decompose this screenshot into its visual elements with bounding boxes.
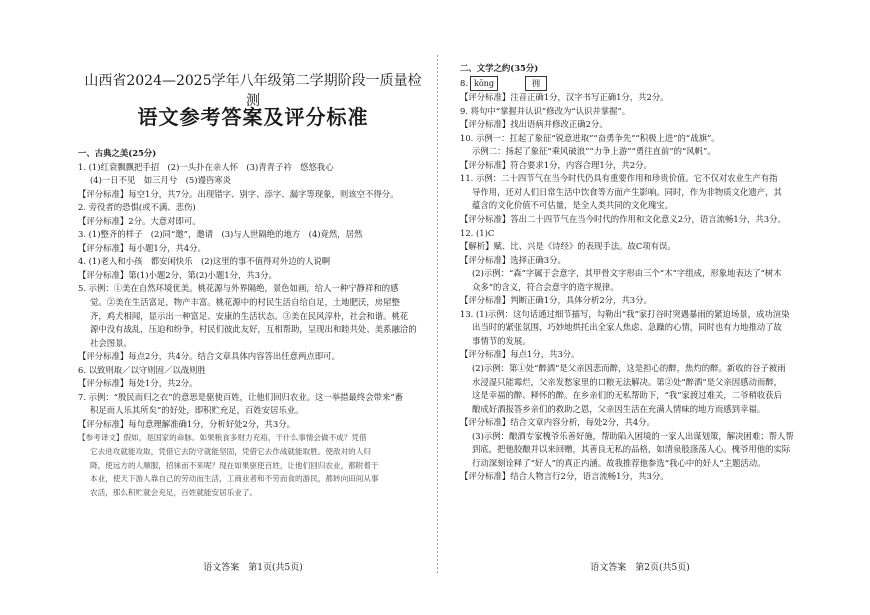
answer-line: 酿成好酒报答乡亲们的救助之恩，父亲因生活在充满人情味的地方而感到幸福。 [472, 403, 766, 414]
answer-line: 【解析】赋、比、兴是《诗经》的表现手法。故C项有误。 [460, 241, 676, 252]
answer-line: 12. (1)C [460, 227, 495, 238]
answer-line: (2)示例：第①处“醉酒”是父亲因悲而醉，这是担心的醉，焦灼的醉。新收的谷子被雨 [472, 363, 786, 374]
character-answer-box: 拥 [525, 76, 547, 92]
answer-line: 本业，使天下游人靠自己的劳动而生活，工商业者和不劳而食的游民，都转向田间从事 [90, 474, 379, 484]
answer-line: 源中没有战乱，压迫和纷争，村民们彼此友好，互相帮助，呈现出和睦共处、美系融洽的 [90, 324, 417, 335]
answer-line: 10. 示例一：扛起了象征“锐意进取”“奋勇争先”“积极上进”的“战旗”。 [460, 132, 720, 143]
answer-line: 蕴含的文化价值不可估量，是全人类共同的文化瑰宝。 [472, 200, 673, 211]
answer-line: 社会图景。 [90, 337, 132, 348]
answer-line: 【评分标准】第(1)小题2分，第(2)小题1分，共3分。 [78, 269, 277, 280]
answer-line: 导作用，还对人们日常生活中饮食等方面产生影响。同时，作为非物质文化遗产，其 [472, 186, 782, 197]
answer-line: 6. 以致则取／以守则固／以战则胜 [78, 364, 206, 375]
answer-line: 出当时的紧张氛围，巧妙地烘托出全家人焦虑、急躁的心情，同时也有力地推动了故 [472, 322, 782, 333]
answer-line: 这是幸福的醉、释怀的醉。在乡亲们的无私帮助下，“我”家渡过难关，二爷稍收获后 [472, 390, 783, 401]
left-answers [78, 147, 428, 499]
answer-line: 11. 示例：二十四节气在当今时代仍具有重要作用和珍贵价值。它不仅对农业生产有指 [460, 173, 778, 184]
right-footer: 语文答案 第2页(共5页) [590, 563, 690, 573]
answer-line: 3. (1)整齐的样子 (2)同“邀”，邀请 (3)与人世隔绝的地方 (4)竟然，居然 [78, 229, 363, 240]
answer-line: 【评分标准】每点1分，共3分。 [460, 349, 580, 360]
answer-line: 【参考译文】假如，是国家的命脉。如果粮食多财力充裕，干什么事情会做不成？凭借 [78, 433, 367, 443]
answer-line: 农活，那么积贮就会充足，百姓就能安居乐业了。 [90, 487, 258, 497]
answer-line: 1. (1)红衰飘飘把手招 (2)一头扑在亲人怀 (3)青青子衿 悠悠我心 [78, 161, 334, 172]
answer-line: (2)示例：“森”字属于会意字，其甲骨文字形由三个“木”字组成，形象地表达了“树木 [472, 268, 782, 279]
left-footer: 语文答案 第1页(共5页) [203, 563, 303, 573]
answer-line: 【评分标准】注音正确1分，汉字书写正确1分，共2分。 [460, 92, 669, 103]
answer-line: 7. 示例：“殷民而归之衣”的意思是驱使百姓，让他们回归农业。这一举措最终会带来“畜 [78, 391, 403, 402]
answer-line [460, 76, 820, 92]
answer-line: 4. (1)老人和小孩 都安闲快乐 (2)这里的事不值得对外边的人说啊 [78, 256, 331, 267]
answer-line: 觉。②美在生活富足，物产丰富。桃花源中的村民生活自给自足，土地肥沃，房屋整 [90, 297, 400, 308]
answer-line: 水浸湿只能霉烂，父亲发愁家里的口粮无法解决。第②处“醉酒”是父亲因感动而醉， [472, 376, 783, 387]
answer-line: 示例二：扬起了象征“乘风破浪”“力争上游”“勇往直前”的“风帆”。 [472, 146, 716, 157]
right-answers [460, 62, 820, 484]
answer-line: 【评分标准】结合人物言行2分，语言流畅1分，共3分。 [460, 471, 669, 482]
section-heading: 二、文学之约(35分) [460, 63, 539, 73]
answer-line: 【评分标准】找出语病并修改正确2分。 [460, 119, 608, 130]
answer-line: 【评分标准】结合文章内容分析，每处2分，共4分。 [460, 417, 655, 428]
answer-line: 【评分标准】每小题1分，共4分。 [78, 242, 206, 253]
answer-line: 到底，把他胶酿并以来回赠，其善良无私的品格，如清泉般涤荡人心。槐爷用他的实际 [472, 444, 791, 455]
answer-line: 【评分标准】2分。大意对即可。 [78, 215, 201, 226]
pinyin-answer-box: kōng [470, 76, 498, 92]
answer-line: 降，使远方的人顺服，招徕而不来呢？现在如果驱使百姓，让他们回归农业，都附着于 [90, 460, 379, 470]
answer-line: 它去进攻就能攻取，凭借它去防守就能坚固，凭借它去作战就能取胜。使敌对的人归 [90, 447, 371, 457]
answer-line: (3)示例：酿酒专家槐爷乐善好施，帮助陷入困境的一家人出谋划策，解决困难；帮人帮 [472, 430, 794, 441]
answer-line: 【评分标准】答出二十四节气在当今时代的作用和文化意义2分，语言流畅1分，共3分。 [460, 214, 786, 225]
answer-line: 5. 示例：①美在自然环境优美。桃花源与外界隔绝，景色如画，给人一种宁静祥和的感 [78, 283, 399, 294]
answer-line: 【评分标准】每点2分，共4分。结合文章具体内容答出任意两点即可。 [78, 351, 340, 362]
answer-line: 9. 将句中“掌握并认识”修改为“认识并掌握”。 [460, 105, 631, 116]
answer-line: (4)一日不见 如三月兮 (5)谩咨寒炎 [90, 175, 231, 186]
answer-line: 【评分标准】判断正确1分，具体分析2分，共3分。 [460, 295, 652, 306]
exam-title: 山西省2024—2025学年八年级第二学期阶段一质量检测 [84, 73, 422, 109]
answer-line: 【评分标准】选择正确3分。 [460, 254, 566, 265]
section-heading: 一、古典之美(25分) [78, 148, 157, 158]
question-number: 8. [460, 77, 468, 88]
answer-line: 行动深刻诠释了“好人”的真正内涵。故我推荐他参选“我心中的好人”主题活动。 [472, 457, 766, 468]
answer-line: 【评分标准】每句意理解准确1分，分析好处2分，共3分。 [78, 418, 295, 429]
answer-line: 齐，鸡犬相闻，显示出一种富足、安康的生活状态。③美在民风淳朴，社会和谐。桃花 [90, 310, 409, 321]
answer-line: 事情节的发展。 [472, 335, 531, 346]
answer-key-title: 语文参考答案及评分标准 [137, 105, 369, 129]
answer-line: 积足而人乐其所矣”的好处，即积贮充足，百姓安居乐业。 [90, 405, 304, 416]
answer-line: 【评分标准】每空1分，共7分。出现错字、别字、添字、漏字等现象，则该空不得分。 [78, 188, 399, 199]
answer-line: 13. (1)示例：这句话通过细节描写，勾勒出“我”家打谷时突遇暴雨的紧迫场景，成功渲染 [460, 308, 790, 319]
page-divider [437, 55, 438, 575]
answer-line: 【评分标准】每处1分，共2分。 [78, 378, 198, 389]
answer-line: 2. 旁役者的恐惧(或不满、悲伤) [78, 202, 196, 213]
answer-line: 众多”的含义，符合会意字的造字规律。 [472, 281, 619, 292]
answer-line: 【评分标准】符合要求1分，内容合理1分，共2分。 [460, 159, 652, 170]
